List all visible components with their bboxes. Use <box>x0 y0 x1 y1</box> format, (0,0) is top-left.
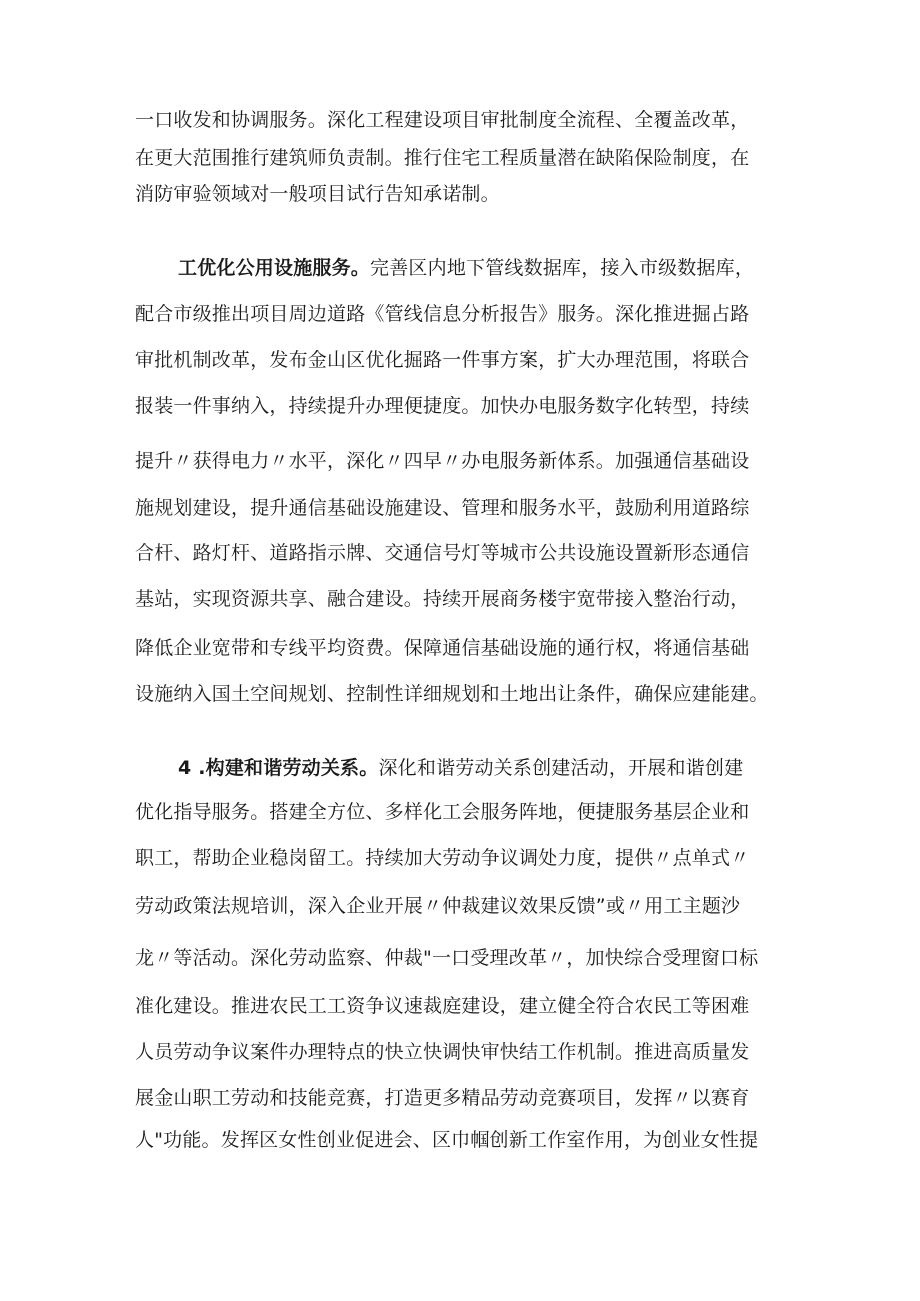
paragraph-3-line-7: 人员劳动争议案件办理特点的快立快调快审快结工作机制。推进高质量发 <box>135 1041 750 1063</box>
paragraph-2-first-line-text: 完善区内地下管线数据库，接入市级数据库， <box>370 257 755 279</box>
paragraph-2-line-9: 降低企业宽带和专线平均资费。保障通信基础设施的通行权，将通信基础 <box>135 637 750 659</box>
paragraph-1-line-3: 消防审验领域对一般项目试行告知承诺制。 <box>135 183 500 205</box>
paragraph-3-line-9: 人"功能。发挥区女性创业促进会、区巾帼创新工作室作用，为创业女性提 <box>135 1129 759 1151</box>
paragraph-3-line-3: 职工，帮助企业稳岗留工。持续加大劳动争议调处力度，提供〃点单式〃 <box>135 847 750 869</box>
paragraph-2-line-10: 设施纳入国土空间规划、控制性详细规划和土地出让条件，确保应建能建。 <box>135 683 769 705</box>
paragraph-3-line-5: 龙〃等活动。深化劳动监察、仲裁"一口受理改革〃，加快综合受理窗口标 <box>135 947 759 969</box>
paragraph-2-line-7: 合杆、路灯杆、道路指示牌、交通信号灯等城市公共设施设置新形态通信 <box>135 542 750 564</box>
paragraph-2-first-line <box>178 256 754 280</box>
paragraph-2-line-4: 报装一件事纳入，持续提升办理便捷度。加快办电服务数字化转型，持续 <box>135 395 750 417</box>
paragraph-3-first-line-text: 深化和谐劳动关系创建活动，开展和谐创建 <box>378 757 744 779</box>
paragraph-1-line-2: 在更大范围推行建筑师负责制。推行住宅工程质量潜在缺陷保险制度，在 <box>135 147 750 169</box>
paragraph-2-line-2: 配合市级推出项目周边道路《管线信息分析报告》服务。深化推进掘占路 <box>135 303 750 325</box>
paragraph-3-first-line <box>178 756 743 780</box>
section-heading-labor-relations: 4 .构建和谐劳动关系。 <box>178 757 379 779</box>
paragraph-2-line-6: 施规划建设，提升通信基础设施建设、管理和服务水平，鼓励利用道路综 <box>135 497 750 519</box>
paragraph-3-line-2: 优化指导服务。搭建全方位、多样化工会服务阵地，便捷服务基层企业和 <box>135 801 750 823</box>
section-heading-public-facilities: 工优化公用设施服务。 <box>178 257 371 279</box>
paragraph-2-line-8: 基站，实现资源共享、融合建设。持续开展商务楼宇宽带接入整治行动， <box>135 588 750 610</box>
paragraph-2-line-3: 审批机制改革，发布金山区优化掘路一件事方案，扩大办理范围，将联合 <box>135 349 750 371</box>
paragraph-1-line-1: 一口收发和协调服务。深化工程建设项目审批制度全流程、全覆盖改革， <box>135 109 750 131</box>
paragraph-3-line-6: 准化建设。推进农民工工资争议速裁庭建设，建立健全符合农民工等困难 <box>135 995 750 1017</box>
paragraph-2-line-5: 提升〃获得电力〃水平，深化〃四早〃办电服务新体系。加强通信基础设 <box>135 450 750 472</box>
paragraph-3-line-4: 劳动政策法规培训，深入企业开展〃仲裁建议效果反馈”或〃用工主题沙 <box>135 895 741 917</box>
paragraph-3-line-8: 展金山职工劳动和技能竞赛，打造更多精品劳动竞赛项目，发挥〃以赛育 <box>135 1087 750 1109</box>
